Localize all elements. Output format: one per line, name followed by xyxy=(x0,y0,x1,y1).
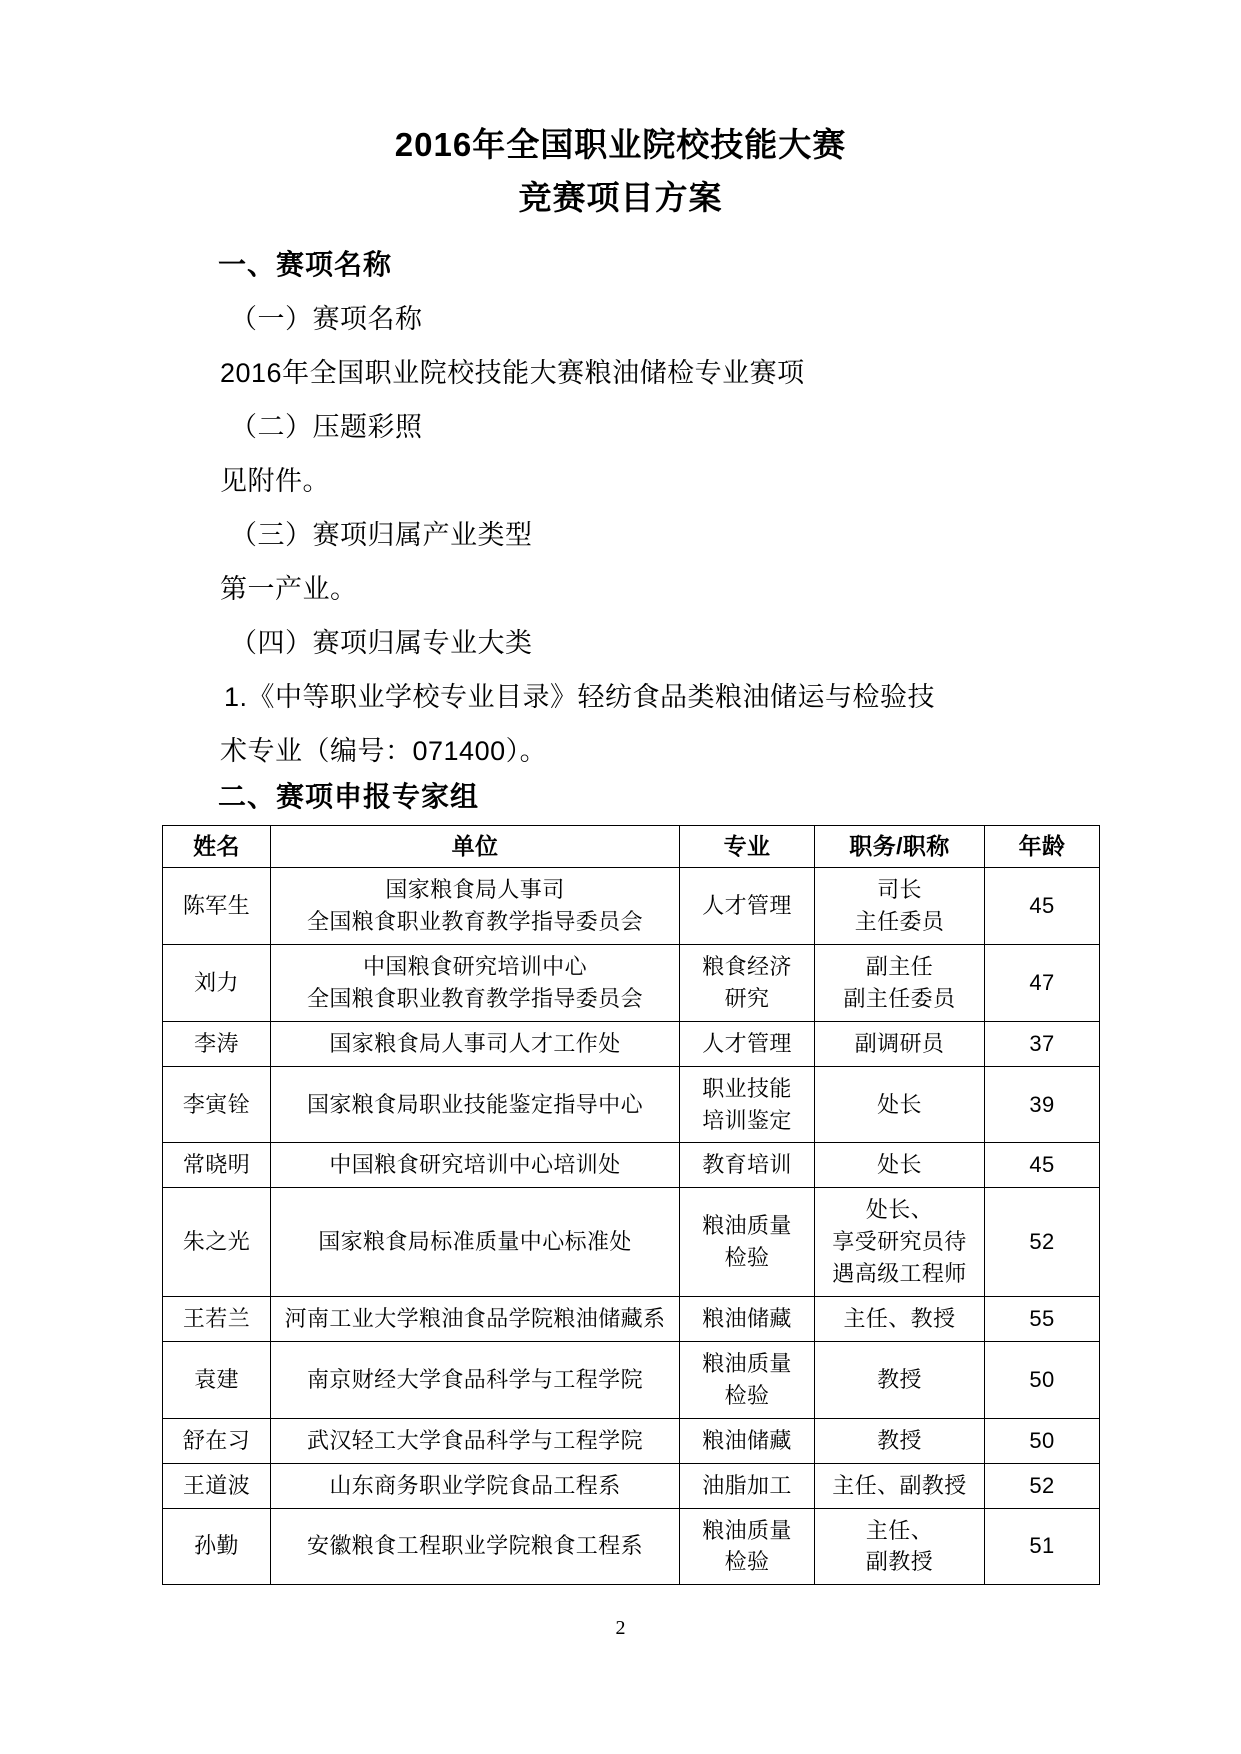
cell-age: 37 xyxy=(985,1021,1100,1066)
cell-age: 52 xyxy=(985,1463,1100,1508)
cell-age: 47 xyxy=(985,945,1100,1022)
cell-unit: 中国粮食研究培训中心 全国粮食职业教育教学指导委员会 xyxy=(271,945,680,1022)
cell-unit: 安徽粮食工程职业学院粮食工程系 xyxy=(271,1508,680,1585)
table-row xyxy=(163,1066,1100,1143)
section-heading-1: 一、赛项名称 xyxy=(218,248,393,280)
cell-name: 李涛 xyxy=(163,1021,271,1066)
cell-title: 主任、副教授 xyxy=(815,1463,985,1508)
subsection-body-3: 第一产业。 xyxy=(220,573,358,604)
subsection-label-2: （二）压题彩照 xyxy=(230,411,423,442)
cell-title: 主任、 副教授 xyxy=(815,1508,985,1585)
table-row xyxy=(163,1418,1100,1463)
cell-major: 粮油质量 检验 xyxy=(680,1188,815,1297)
section-heading-2: 二、赛项申报专家组 xyxy=(218,780,480,812)
cell-age: 45 xyxy=(985,868,1100,945)
table-row xyxy=(163,1143,1100,1188)
cell-unit: 中国粮食研究培训中心培训处 xyxy=(271,1143,680,1188)
column-header-major: 专业 xyxy=(680,825,815,867)
cell-title: 处长 xyxy=(815,1143,985,1188)
cell-unit: 山东商务职业学院食品工程系 xyxy=(271,1463,680,1508)
cell-name: 常晓明 xyxy=(163,1143,271,1188)
cell-name: 孙勤 xyxy=(163,1508,271,1585)
table-row xyxy=(163,1297,1100,1342)
cell-unit: 国家粮食局职业技能鉴定指导中心 xyxy=(271,1066,680,1143)
cell-age: 55 xyxy=(985,1297,1100,1342)
table-body xyxy=(163,868,1100,1585)
cell-title: 教授 xyxy=(815,1418,985,1463)
cell-age: 51 xyxy=(985,1508,1100,1585)
subsection-body-4-line-2: 术专业（编号：071400）。 xyxy=(220,735,548,766)
subsection-label-1: （一）赛项名称 xyxy=(230,303,423,334)
cell-title: 主任、教授 xyxy=(815,1297,985,1342)
cell-major: 粮食经济 研究 xyxy=(680,945,815,1022)
subsection-label-3: （三）赛项归属产业类型 xyxy=(230,519,533,550)
table-row xyxy=(163,1508,1100,1585)
cell-name: 袁建 xyxy=(163,1341,271,1418)
table-row xyxy=(163,868,1100,945)
column-header-name: 姓名 xyxy=(163,825,271,867)
cell-name: 舒在习 xyxy=(163,1418,271,1463)
cell-major: 人才管理 xyxy=(680,1021,815,1066)
cell-major: 粮油质量 检验 xyxy=(680,1341,815,1418)
cell-title: 司长 主任委员 xyxy=(815,868,985,945)
cell-major: 职业技能 培训鉴定 xyxy=(680,1066,815,1143)
cell-major: 粮油储藏 xyxy=(680,1297,815,1342)
table-header-row xyxy=(163,825,1100,867)
cell-unit: 国家粮食局人事司 全国粮食职业教育教学指导委员会 xyxy=(271,868,680,945)
cell-age: 45 xyxy=(985,1143,1100,1188)
column-header-unit: 单位 xyxy=(271,825,680,867)
cell-title: 处长 xyxy=(815,1066,985,1143)
cell-unit: 武汉轻工大学食品科学与工程学院 xyxy=(271,1418,680,1463)
cell-major: 人才管理 xyxy=(680,868,815,945)
page-number: 2 xyxy=(615,1617,626,1639)
cell-title: 副主任 副主任委员 xyxy=(815,945,985,1022)
expert-group-table xyxy=(162,825,1100,1585)
cell-unit: 国家粮食局标准质量中心标准处 xyxy=(271,1188,680,1297)
cell-age: 52 xyxy=(985,1188,1100,1297)
cell-unit: 河南工业大学粮油食品学院粮油储藏系 xyxy=(271,1297,680,1342)
document-title xyxy=(152,118,1089,225)
column-header-title: 职务/职称 xyxy=(815,825,985,867)
cell-title: 教授 xyxy=(815,1341,985,1418)
cell-major: 粮油质量 检验 xyxy=(680,1508,815,1585)
subsection-body-2: 见附件。 xyxy=(220,465,330,496)
subsection-body-1: 2016年全国职业院校技能大赛粮油储检专业赛项 xyxy=(220,357,805,388)
cell-unit: 国家粮食局人事司人才工作处 xyxy=(271,1021,680,1066)
cell-major: 教育培训 xyxy=(680,1143,815,1188)
subsection-body-4-line-1: 1.《中等职业学校专业目录》轻纺食品类粮油储运与检验技 xyxy=(224,681,936,712)
cell-title: 副调研员 xyxy=(815,1021,985,1066)
cell-name: 李寅铨 xyxy=(163,1066,271,1143)
cell-major: 粮油储藏 xyxy=(680,1418,815,1463)
table-row xyxy=(163,1188,1100,1297)
table-row xyxy=(163,1463,1100,1508)
document-title-line-1: 2016年全国职业院校技能大赛 xyxy=(394,126,847,163)
cell-major: 油脂加工 xyxy=(680,1463,815,1508)
cell-name: 朱之光 xyxy=(163,1188,271,1297)
cell-name: 王道波 xyxy=(163,1463,271,1508)
document-title-line-2: 竞赛项目方案 xyxy=(518,179,723,217)
column-header-age: 年龄 xyxy=(985,825,1100,867)
cell-age: 50 xyxy=(985,1418,1100,1463)
cell-unit: 南京财经大学食品科学与工程学院 xyxy=(271,1341,680,1418)
table-row xyxy=(163,1341,1100,1418)
table-row xyxy=(163,945,1100,1022)
cell-age: 50 xyxy=(985,1341,1100,1418)
cell-name: 王若兰 xyxy=(163,1297,271,1342)
cell-age: 39 xyxy=(985,1066,1100,1143)
cell-title: 处长、 享受研究员待 遇高级工程师 xyxy=(815,1188,985,1297)
cell-name: 陈军生 xyxy=(163,868,271,945)
subsection-label-4: （四）赛项归属专业大类 xyxy=(230,627,533,658)
cell-name: 刘力 xyxy=(163,945,271,1022)
table-row xyxy=(163,1021,1100,1066)
